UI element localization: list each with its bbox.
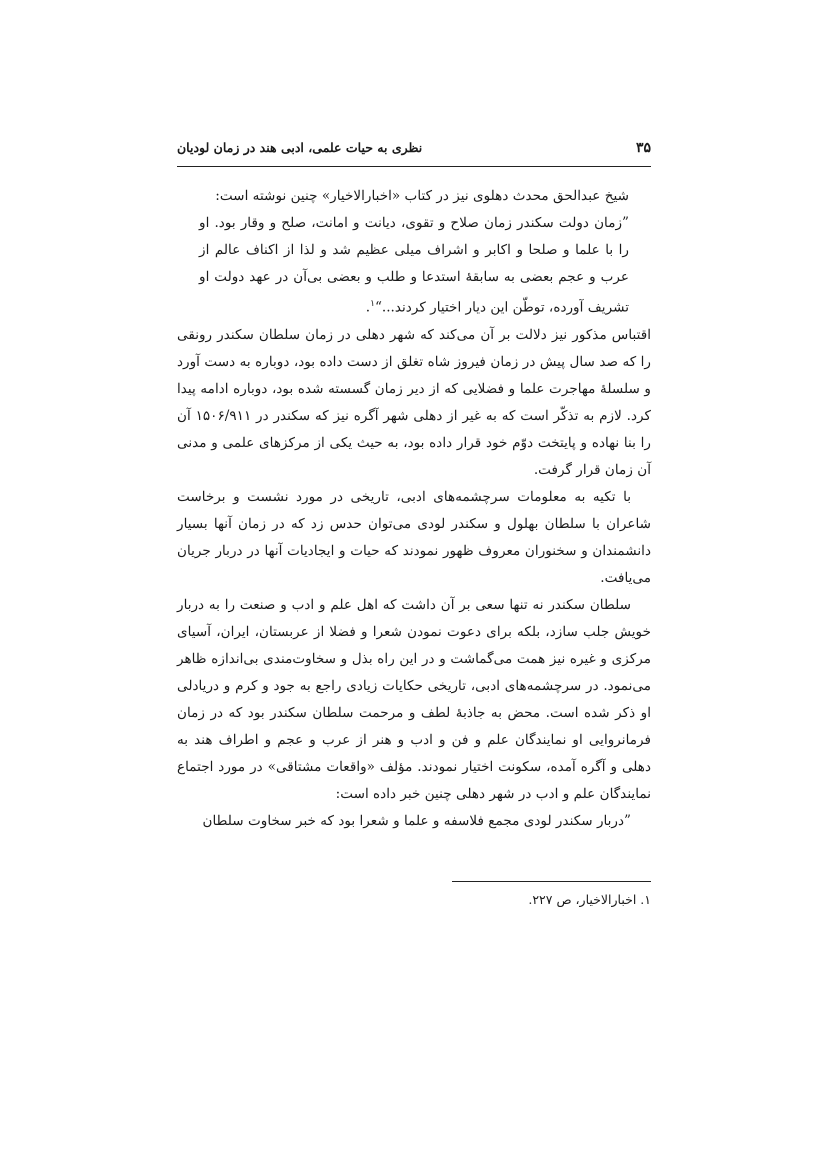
page-number: ۳۵ bbox=[635, 140, 651, 156]
header-rule bbox=[177, 166, 651, 167]
footnote: ۱. اخبارالاخیار، ص ۲۲۷. bbox=[528, 892, 651, 907]
running-title: نظری به حیات علمی، ادبی هند در زمان لودیان bbox=[177, 140, 423, 155]
quote-text: ”زمان دولت سکندر زمان صلاح و تقوی، دیانت و امانت، صلح و وقار بود. او را با علما و صلحا و اکابر و اشراف میلی عظیم شد و لذا از اکناف عالم از عرب و عجم بعضی به سابقهٔ استدعا و طلب و بعضی بی‌آن در عهد دولت او تشریف آورده، توطّن این دیار اختیار کردند...“ bbox=[199, 215, 629, 316]
paragraph: ”دربار سکندر لودی مجمع فلاسفه و علما و شعرا بود که خبر سخاوت سلطان bbox=[202, 812, 631, 829]
paragraph: با تکیه به معلومات سرچشمه‌های ادبی، تاریخی در مورد نشست و برخاست شاعران با سلطان بهلول و سکندر لودی می‌توان حدس زد که در زمان آنها بسیار دانشمندان و سخنوران معروف ظهور نمودند که حیات و ایجادیات آنها در دربار جریان می‌یافت. bbox=[177, 488, 651, 586]
body-text bbox=[177, 183, 651, 835]
quote-intro: شیخ عبدالحق محدث دهلوی نیز در کتاب «اخبارالاخیار» چنین نوشته است: bbox=[215, 188, 629, 204]
paragraph: اقتباس مذکور نیز دلالت بر آن می‌کند که شهر دهلی در زمان سلطان سکندر رونقی را که صد سال پیش در زمان فیروز شاه تغلق از دست داده بود، دوباره به دست آورد و سلسلهٔ مهاجرت علما و فضلایی که از دیر زمان گسسته شده بود، دوباره ادامه پیدا کرد. لازم به تذکّر است که به غیر از دهلی شهر آگره نیز که سکندر در ۱۵۰۶/۹۱۱ آن را بنا نهاده و پایتخت دوّم خود قرار داده بود، به حیث یکی از مرکزهای علمی و مدنی آن زمان قرار گرفت. bbox=[177, 326, 651, 478]
page-header bbox=[177, 136, 651, 162]
footnote-rule bbox=[452, 881, 651, 882]
quote-block: ”زمان دولت سکندر زمان صلاح و تقوی، دیانت و امانت، صلح و وقار بود. او را با علما و صلحا و اکابر و اشراف میلی عظیم شد و لذا از اکناف عالم از عرب و عجم بعضی به سابقهٔ استدعا و طلب و بعضی بی‌آن در عهد دولت او تشریف آورده، توطّن این دیار اختیار کردند...“$^۱$. bbox=[199, 215, 629, 316]
paragraph: سلطان سکندر نه تنها سعی بر آن داشت که اهل علم و ادب و صنعت را به دربار خویش جلب سازد، بلکه برای دعوت نمودن شعرا و فضلا از عربستان، ایران، آسیای مرکزی و غیره نیز همت می‌گماشت و در این راه بذل و سخاوت‌مندی بی‌اندازه ظاهر می‌نمود. در سرچشمه‌های ادبی، تاریخی حکایات زیادی راجع به جود و کرم و دریادلی او ذکر شده است. محض به جاذبهٔ لطف و مرحمت سلطان سکندر بود که در زمان فرمانروایی او نمایندگان علم و فن و ادب و هنر از عرب و عجم و اطراف هند به دهلی و آگره آمده، سکونت اختیار نمودند. مؤلف «واقعات مشتاقی» در مورد اجتماع نمایندگان علم و ادب در شهر دهلی چنین خبر داده است: bbox=[177, 596, 651, 802]
footnote-marker: ۱ bbox=[370, 299, 375, 309]
